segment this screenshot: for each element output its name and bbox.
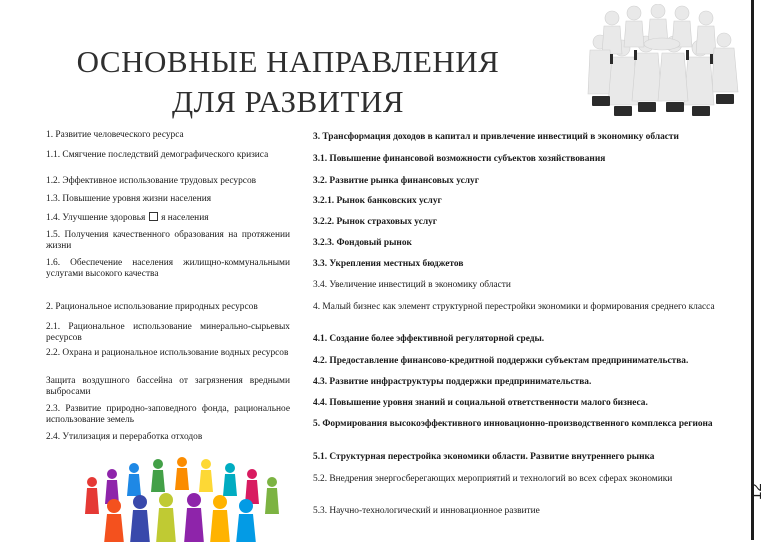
list-item: 1. Развитие человеческого ресурса [46, 130, 184, 140]
list-item: 4.1. Создание более эффективной регуляторной среды. [313, 334, 545, 344]
list-item: 3.2.3. Фондовый рынок [313, 238, 412, 248]
list-item: 4.2. Предоставление финансово-кредитной поддержки субъектам предпринимательства. [313, 356, 689, 366]
list-item: 3. Трансформация доходов в капитал и привлечение инвестиций в экономику области [313, 132, 679, 142]
list-item: 4. Малый бизнес как элемент структурной перестройки экономики и формирования среднего класса [313, 302, 715, 312]
list-item: 2.3. Развитие природно-заповедного фонда, рациональное использование земель [46, 404, 290, 425]
team-figures-image [582, 4, 742, 122]
list-item: 1.3. Повышение уровня жизни населения [46, 194, 212, 204]
list-item: 1.1. Смягчение последствий демографического кризиса [46, 150, 269, 160]
list-item: Защита воздушного бассейна от загрязнения вредными выбросами [46, 376, 290, 397]
list-item: 3.2. Развитие рынка финансовых услуг [313, 176, 479, 186]
list-item: 2. Рациональное использование природных ресурсов [46, 302, 258, 312]
list-item: 2.2. Охрана и рациональное использование водных ресурсов [46, 348, 289, 358]
placeholder-square-icon [149, 212, 158, 221]
list-item: 1.6. Обеспечение населения жилищно-коммунальными услугами высокого качества [46, 258, 290, 279]
item-text-part-1: 1.4. Улучшение здоровья [46, 213, 146, 223]
list-item: 3.1. Повышение финансовой возможности субъектов хозяйствования [313, 154, 606, 164]
title-line-1: ОСНОВНЫЕ НАПРАВЛЕНИЯ [76, 44, 500, 79]
list-item: 5.1. Структурная перестройка экономики области. Развитие внутреннего рынка [313, 452, 655, 462]
list-item: 3.4. Увеличение инвестиций в экономику области [313, 280, 511, 290]
list-item: 4.3. Развитие инфраструктуры поддержки предпринимательства. [313, 377, 592, 387]
list-item: 1.2. Эффективное использование трудовых ресурсов [46, 176, 257, 186]
list-item: 5.2. Внедрения энергосберегающих мероприятий и технологий во всех сферах экономики [313, 474, 673, 484]
page-number: 12 [748, 483, 765, 500]
item-text-part-2: я населения [161, 213, 209, 223]
list-item: 5.3. Научно-технологический и инновационное развитие [313, 506, 540, 516]
vertical-rule [751, 0, 754, 540]
page-title [28, 42, 548, 122]
list-item: 2.1. Рациональное использование минерально-сырьевых ресурсов [46, 322, 290, 343]
list-item: 3.2.2. Рынок страховых услуг [313, 217, 438, 227]
list-item: 2.4. Утилизация и переработка отходов [46, 432, 203, 442]
list-item: 4.4. Повышение уровня знаний и социальной ответственности малого бизнеса. [313, 398, 648, 408]
list-item: 5. Формирования высокоэффективного инновационно-производственного комплекса региона [313, 419, 713, 429]
list-item [46, 212, 290, 224]
colorful-people-ring-image [78, 452, 290, 542]
title-line-2: ДЛЯ РАЗВИТИЯ [171, 84, 405, 119]
list-item: 1.5. Получения качественного образования на протяжении жизни [46, 230, 290, 251]
list-item: 3.2.1. Рынок банковских услуг [313, 196, 442, 206]
list-item: 3.3. Укрепления местных бюджетов [313, 259, 464, 269]
